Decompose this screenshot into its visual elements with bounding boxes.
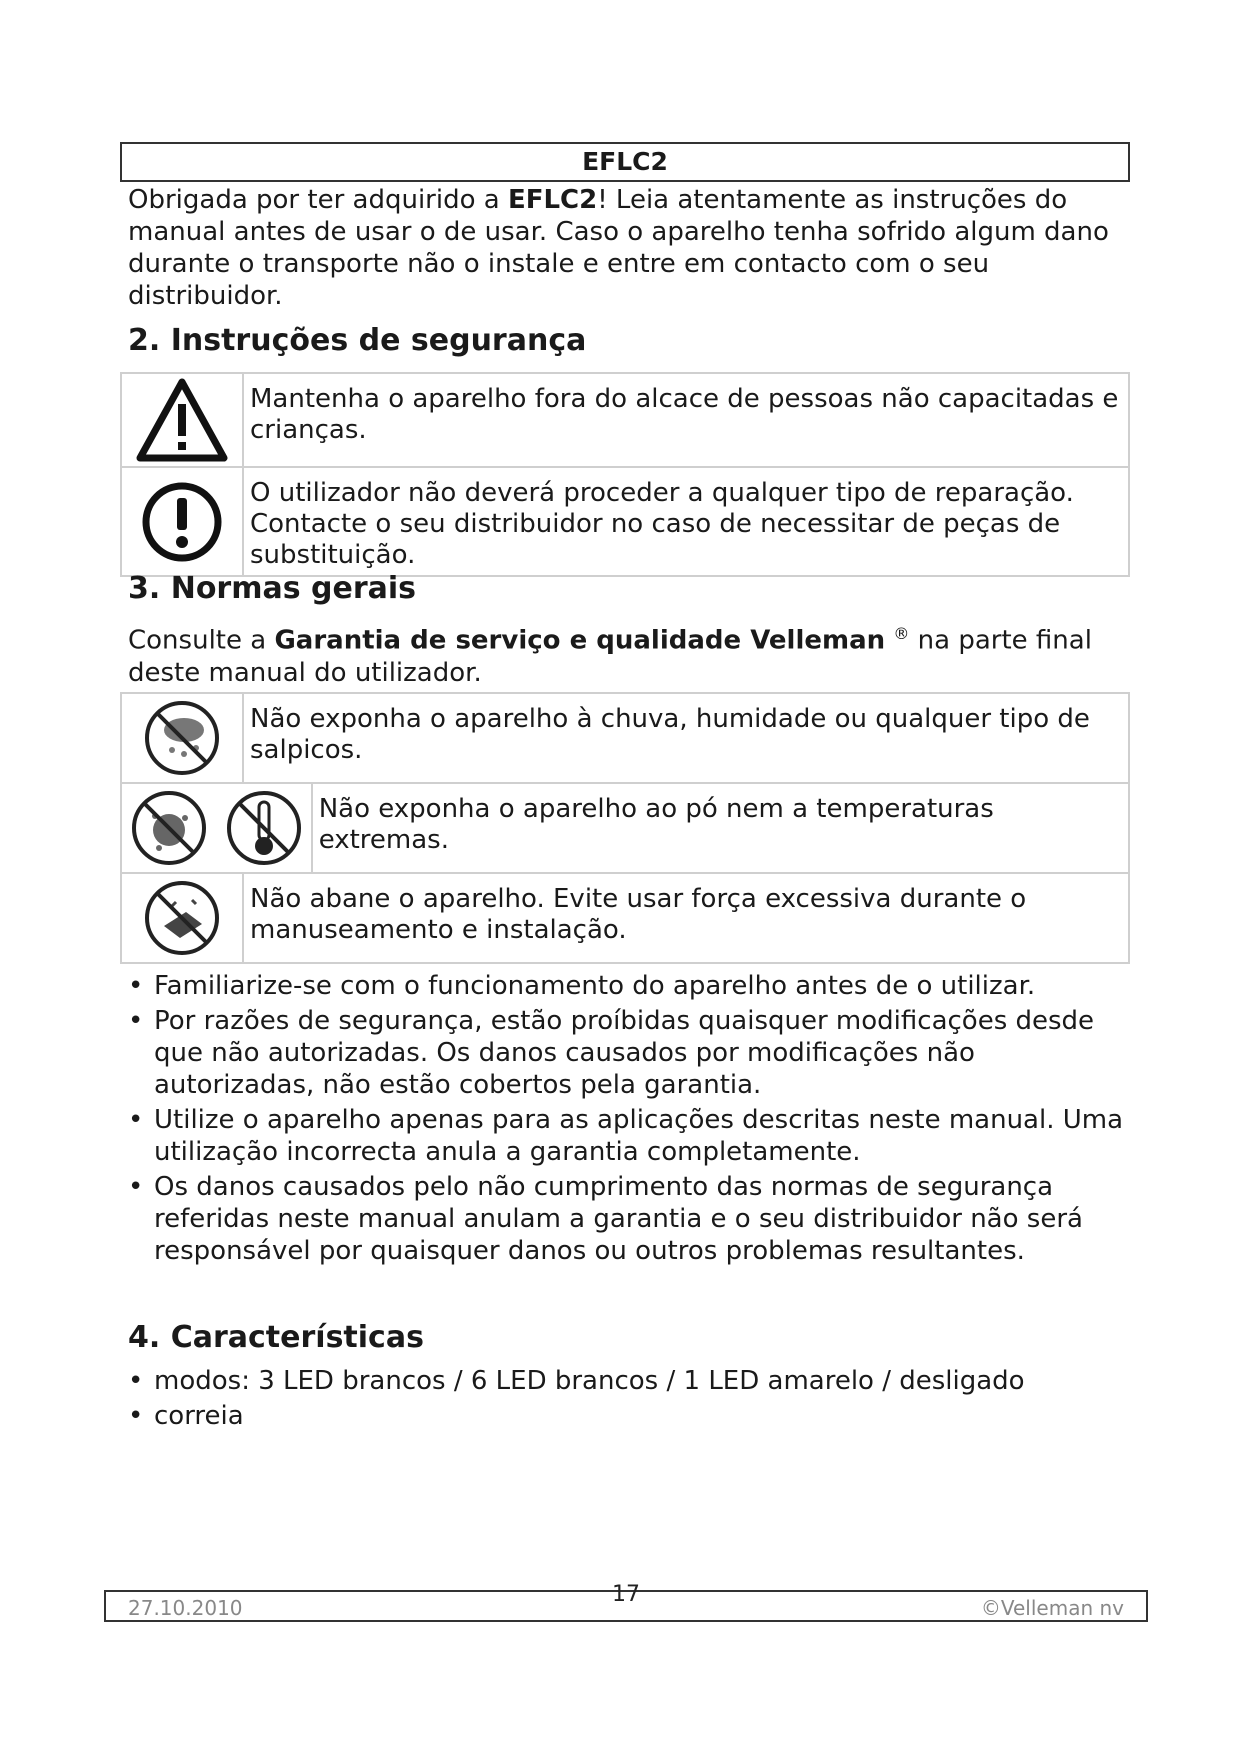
- safety-row: [121, 373, 1129, 467]
- list-item: • Utilize o aparelho apenas para as aplicações descritas neste manual. Uma utilização incorrecta anula a garantia completamente.: [128, 1104, 1128, 1168]
- dust-temperature-icons: [121, 783, 312, 873]
- intro-model: EFLC2: [507, 185, 598, 215]
- warning-triangle-icon: [121, 373, 243, 467]
- list-item: • Familiarize-se com o funcionamento do aparelho antes de o utilizar.: [128, 970, 1128, 1002]
- section-4-title: 4. Características: [128, 1320, 424, 1355]
- section-3-title: 3. Normas gerais: [128, 571, 417, 606]
- features-bullets: [128, 1365, 1128, 1435]
- norm-text: Não exponha o aparelho à chuva, humidade ou qualquer tipo de salpicos.: [243, 693, 1129, 783]
- page-number: 17: [612, 1582, 640, 1607]
- no-dust-icon: [129, 788, 209, 868]
- general-norms-bullets: [128, 970, 1128, 1270]
- norm-text: Não abane o aparelho. Evite usar força excessiva durante o manuseamento e instalação.: [243, 873, 1129, 963]
- section-2-title: 2. Instruções de segurança: [128, 323, 587, 358]
- list-item: • Os danos causados pelo não cumprimento das normas de segurança referidas neste manual anulam a garantia e o seu distribuidor não será responsável por quaisquer danos ou outros problemas resultantes.: [128, 1171, 1128, 1267]
- no-shaking-icon: [121, 873, 243, 963]
- list-item: • Por razões de segurança, estão proíbidas quaisquer modificações desde que não autorizadas. Os danos causados por modificações não autorizadas, não estão cobertos pela garantia.: [128, 1005, 1128, 1101]
- no-temperature-icon: [224, 788, 304, 868]
- safety-table: [120, 372, 1130, 577]
- norm-text: Não exponha o aparelho ao pó nem a temperaturas extremas.: [312, 783, 1129, 873]
- intro-paragraph: Obrigada por ter adquirido a EFLC2! Leia atentamente as instruções do manual antes de usar o de usar. Caso o aparelho tenha sofrido algum dano durante o transporte não o instale e entre em contacto com o seu distribuidor.: [128, 185, 1109, 311]
- no-rain-icon: [121, 693, 243, 783]
- general-norms-table: [120, 692, 1130, 964]
- safety-row: [121, 467, 1129, 576]
- safety-text: Mantenha o aparelho fora do alcace de pessoas não capacitadas e crianças.: [243, 373, 1129, 467]
- norm-row: [121, 783, 1129, 873]
- norm-row: [121, 693, 1129, 783]
- consult-paragraph: Consulte a Garantia de serviço e qualidade Velleman ® na parte final deste manual do utilizador.: [128, 624, 1092, 688]
- footer-date: 27.10.2010: [128, 1596, 243, 1620]
- model-title: EFLC2: [582, 147, 668, 176]
- safety-text: O utilizador não deverá proceder a qualquer tipo de reparação. Contacte o seu distribuidor no caso de necessitar de peças de substituição.: [243, 467, 1129, 576]
- list-item: • correia: [128, 1400, 1128, 1432]
- norm-row: [121, 873, 1129, 963]
- page-footer: [104, 1582, 1148, 1622]
- warranty-name: Garantia de serviço e qualidade Velleman: [274, 625, 886, 656]
- list-item: • modos: 3 LED brancos / 6 LED brancos / 1 LED amarelo / desligado: [128, 1365, 1128, 1397]
- exclamation-circle-icon: [121, 467, 243, 576]
- document-header-box: [120, 142, 1130, 182]
- footer-copyright: ©Velleman nv: [980, 1596, 1124, 1620]
